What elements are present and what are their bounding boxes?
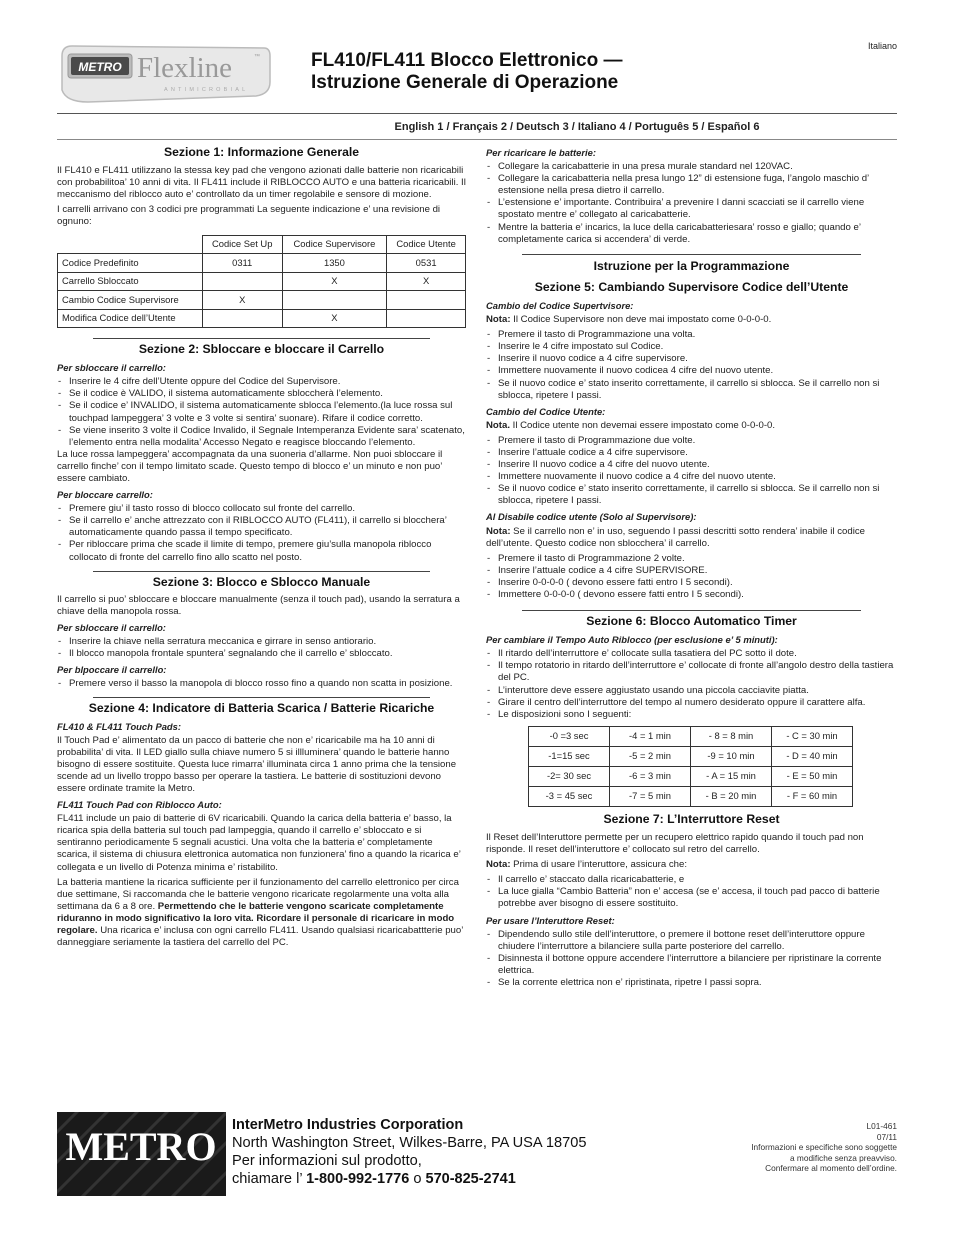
left-column [57,146,466,952]
product-info-text: Per informazioni sul prodotto, [232,1153,422,1169]
logo-tm-text: ™ [254,54,260,60]
language-label: Italiano [867,41,897,51]
table-cell: -5 = 2 min [610,746,691,766]
company-address: North Washington Street, Wilkes-Barre, PA USA 18705 [232,1135,587,1151]
list-item: - Inserire l’attuale codice a 4 cifre SUPERVISORE. [486,565,897,577]
table-cell: Codice Predefinito [58,254,203,273]
table-row [58,309,466,328]
table-cell: X [387,272,466,291]
section-5-note [486,526,897,550]
section-2-sub: Per bloccare carrello: [57,489,153,501]
section-5-sub: Cambio del Codice Utente: [486,405,606,417]
reset-precheck-list [486,874,897,910]
list-item: - Premere verso il basso la manopola di blocco rosso fino a quando non scatta in posizione. [57,678,466,690]
table-header: Codice Set Up [202,235,282,254]
list-item: - L’estensione e’ importante. Contribuira’ a prevenire I danni scacciati se il carrello viene spostato mentre e’ collegato al caricabatterie. [486,197,897,221]
table-row [58,235,466,254]
bold-warning: Permettendo che le batterie vengono scaricate completamente riduranno in modo significativo la loro vita. Ricordare il personale di ricaricare in modo regolare. [57,900,455,936]
divider [93,697,430,698]
table-cell: - E = 50 min [772,766,853,786]
divider [93,338,430,339]
page-title [311,50,622,94]
section-7-heading: Sezione 7: L’Interruttore Reset [603,811,780,826]
list-item: - Inserire il nuovo codice a 4 cifre supervisore. [486,353,897,365]
footer-logo-text: METRO [65,1124,217,1169]
list-item: - Se viene inserito 3 volte il Codice Invalido, il Segnale Intemperanza Evidente sara’ scatenato, l’elemento entra nella modalita’ Accesso Negato e reagisce bloccando l’elemento. [57,425,466,449]
note-label: Nota: [486,525,511,537]
table-cell [202,309,282,328]
section-1-heading: Sezione 1: Informazione Generale [163,145,360,159]
table-cell: X [282,309,387,328]
languages-line: English 1 / Français 2 / Deutsch 3 / Italiano 4 / Português 5 / Español 6 [394,121,760,133]
table-cell: -3 = 45 sec [529,786,610,806]
title-line-2: Istruzione Generale di Operazione [311,72,619,93]
section-1-paragraph: Il FL410 e FL411 utilizzano la stessa key pad che vengono azionati dalle batterie non ricaricabili con probabilitoa’ 10 anni di vita. Il FL411 include il RIBLOCCO AUTO e una batteria ricaricabili. Il meccanismo del riblocco auto e’ controllato da un timer regolabile e sensore di mozione. [57,165,466,201]
table-cell: - C = 30 min [772,726,853,746]
table-cell [387,309,466,328]
section-5-note [486,420,897,432]
list-item: - Inserire Il nuovo codice a 4 cifre del nuovo utente. [486,459,897,471]
disclaimer-line: Confermare al momento dell’ordine. [765,1163,897,1173]
section-7-sub: Per usare l’Interuttore Reset: [486,914,615,926]
note-text: Il Codice utente non devemai essere impostato come 0-0-0-0. [509,419,776,431]
table-cell: -7 = 5 min [610,786,691,806]
list-item: - Per ribloccare prima che scade il limite di tempo, premere giu’sulla manopola riblocco collocato di fronte del carrello fino allo scatto nel posto. [57,539,466,563]
logo-product-text: Flexline [137,52,233,84]
disable-code-steps [486,553,897,601]
programming-heading: Istruzione per la Programmazione [593,258,790,273]
table-cell: - A = 15 min [691,766,772,786]
section-2-sub: Per sbloccare il carrello: [57,362,166,374]
table-cell: -4 = 1 min [610,726,691,746]
list-item: - La luce gialla “Cambio Batteria” non e’ accesa (se e’ accesa, il touch pad pacco di batterie potrebbe aver bisogno di essere sostituito. [486,886,897,910]
list-item: - Se il codice è VALIDO, il sistema automaticamente sbloccherà l’elemento. [57,388,466,400]
company-info [232,1116,586,1188]
section-6-heading: Sezione 6: Blocco Automatico Timer [586,614,797,629]
table-cell: -6 = 3 min [610,766,691,786]
list-item: - Immettere nuovamente il nuovo codice a 4 cifre del nuovo utente. [486,471,897,483]
list-item: - Collegare la caricabatterie in una presa murale standard nel 120VAC. [486,161,897,173]
table-cell: - F = 60 min [772,786,853,806]
document-reference [751,1121,897,1174]
table-cell [282,291,387,310]
reset-steps-list [486,929,897,989]
section-6-sub: Per cambiare il Tempo Auto Riblocco (per esclusione e’ 5 minuti): [486,634,778,646]
section-3-sub: Per sbloccare il carrello: [57,621,166,633]
table-cell: Cambio Codice Supervisore [58,291,203,310]
section-5-sub: Al Disabile codice utente (Solo al Supervisore): [486,511,697,523]
list-item: - Inserire le 4 cifre dell’Utente oppure del Codice del Supervisore. [57,376,466,388]
list-item: - Premere il tasto di Programmazione due volte. [486,435,897,447]
table-cell: - B = 20 min [691,786,772,806]
list-item: - Se il carrello e’ anche attrezzato con il RIBLOCCO AUTO (FL411), il carrello si blocchera’ automaticamente quando passa il tempo specificato. [57,515,466,539]
section-3-sub: Per blpoccare il carrello: [57,664,167,676]
list-item: - Se il nuovo codice e’ stato inserito correttamente, il carrello si sblocca. Se il carrello non si sblocca, ripetere I passi. [486,378,897,402]
list-item: - Il tempo rotatorio in ritardo dell’interruttore e’ collocate di fronte all’angolo destro della tastiera del PC. [486,660,897,684]
table-row [58,291,466,310]
table-cell: 0531 [387,254,466,273]
section-7-paragraph: Il Reset dell’Interuttore permette per un recupero elettrico rapido quando il touch pad non risponde. Il reset dell’interuttore e’ collocato sul retro del carrello. [486,831,864,856]
divider [57,113,897,114]
phone-line [232,1170,586,1188]
disclaimer-line: Informazioni e specifiche sono soggette [751,1142,897,1152]
or-text: o [409,1171,426,1187]
table-header: Codice Supervisore [282,235,387,254]
divider [522,610,861,611]
table-header: Codice Utente [387,235,466,254]
section-2-heading: Sezione 2: Sbloccare e bloccare il Carrello [138,342,385,357]
section-4-paragraph: FL411 include un paio di batterie di 6V ricaricabili. Quando la carica della batteria e’ basso, la ricarica spia della batteria sul touch pad lampeggia, quando il carrello e’ sbloccato e si sentiranno periodicamente 5 segnali acustici. Una volta che la batteria e’ completamente scarica, il sistema di chiusura elettronica automatica non funzionera’ fino a quando la ricarica e’ collegata e un livello di Potenza minima e’ ristabilito. [57,813,461,873]
note-label: Nota: [486,314,511,326]
list-item: - Il carrello e’ staccato dalla ricaricabatterie, e [486,874,897,886]
table-cell: 0311 [202,254,282,273]
section-3-paragraph: Il carrello si puo’ sbloccare e bloccare manualmente (senza il touch pad), usando la serratura a chiave della manopola rossa. [57,593,460,617]
user-code-steps [486,435,897,508]
table-row [529,746,853,766]
timer-steps [486,648,897,721]
section-4-paragraph: Il Touch Pad e’ alimentato da un pacco di batterie che non e’ ricaricabile ma ha 10 anni di probabilita’ di vita. Il LED giallo sulla chiave numero 5 si illluminera’ quando le batterie hanno bisogno di essere sostituite. Questa luce rimarra’ illuminata circa 1 anno prima che la tensione scende ad un livello troppo basso per operare la tastiera. Le batterie di sostituzioni devono essere ordinate tramite la Metro. [57,734,457,794]
table-cell: -1=15 sec [529,746,610,766]
text-run: La batteria mantiene la ricarica sufficiente per il funzionamento del carrello elettronico per circa due settimane, Si raccomanda che le batterie vengono ricaricate regolarmente una volta alla settimana da 6 a 8 ore. [57,876,459,912]
list-item: - Immettere 0-0-0-0 ( devono essere fatti entro I 5 secondi). [486,589,897,601]
section-3-heading: Sezione 3: Blocco e Sblocco Manuale [152,574,371,589]
list-item: - Inserire 0-0-0-0 ( devono essere fatti entro I 5 secondi). [486,577,897,589]
note-label: Nota: [486,859,511,871]
table-row [529,766,853,786]
section-4-heading: Sezione 4: Indicatore di Batteria Scarica / Batterie Ricariche [88,701,435,716]
section-1-paragraph: I carrelli arrivano con 3 codici pre programmati La seguente indicazione e’ una revisione di ognuno: [57,204,441,228]
recharge-sub: Per ricaricare le batterie: [486,147,596,158]
list-item: - L’interuttore deve essere aggiustato usando una piccola cacciavite piatta. [486,685,897,697]
table-cell: - 8 = 8 min [691,726,772,746]
table-cell: Carrello Sbloccato [58,272,203,291]
section-2-paragraph: La luce rossa lampeggera’ accompagnata da una suoneria d’allarme. Non puoi sbloccare il carrello finche’ con il tempo limitato scade. Questo tempo di blocco e’ un minuto e non puo’ essere cambiato. [57,448,443,484]
note-text: Se il carrello non e’ in uso, seguendo I passi descritti sotto rendera’ inabile il codice dell’utente. Questo codice non sblocchera’ il carrello. [486,525,865,549]
phone-number: 570-825-2741 [425,1171,516,1187]
table-row [529,786,853,806]
table-cell: X [202,291,282,310]
list-item: - Se il nuovo codice e’ stato inserito correttamente, il carrello si sblocca. Se il carrello non si sblocca, ripetere I passi. [486,483,897,507]
table-cell: - D = 40 min [772,746,853,766]
table-cell: X [282,272,387,291]
table-cell: -9 = 10 min [691,746,772,766]
list-item: - Inserire le 4 cifre impostato sul Codice. [486,341,897,353]
list-item: - Il ritardo dell’interruttore e’ collocate sulla tasatiera del PC sotto il dote. [486,648,897,660]
list-item: - Premere il tasto di Programmazione una volta. [486,329,897,341]
section-5-sub: Cambio del Codice Supertvisore: [486,299,634,311]
section-5-heading: Sezione 5: Cambiando Supervisore Codice dell’Utente [534,279,849,294]
list-item: - Mentre la batteria e’ incarics, la luce della caricabatteriesara’ rosso e giallo; quando e’ completamente carica si accendera’ di verde. [486,222,897,246]
table-row [58,254,466,273]
manual-unlock-list [57,636,466,660]
doc-code: L01-461 [866,1121,897,1131]
phone-number: 1-800-992-1776 [306,1171,410,1187]
lock-steps-list [57,503,466,563]
note-text: Prima di usare l’interuttore, assicura che: [510,859,688,871]
codes-table [57,235,466,329]
table-cell [58,235,203,254]
list-item: - Premere il tasto di Programmazione 2 volte. [486,553,897,565]
list-item: - Inserire la chiave nella serratura meccanica e girrare in senso antiorario. [57,636,466,648]
list-item: - Immettere nuovamente il nuovo codicea 4 cifre del nuovo utente. [486,365,897,377]
list-item: - Girare il centro dell’interruttore del tempo al numero desiderato oppure il carattere alfa. [486,697,897,709]
unlock-steps-list [57,376,466,449]
table-cell [387,291,466,310]
section-4-sub: FL411 Touch Pad con Riblocco Auto: [57,799,222,811]
disclaimer-line: a modifiche senza preavviso. [790,1152,897,1163]
list-item: - Dipendendo sullo stile dell’interuttore, o premere il bottone reset dell’interuttore oppure chiudere l’interruttore a bilanciere sulla parte posteriore del carrello. [486,929,897,953]
logo-tagline-text: ANTIMICROBIAL [164,87,249,93]
doc-date: 07/11 [876,1131,897,1142]
list-item: - Disinnesta il bottone oppure accendere l’interruttore a bilanciere per ripristinare la corrente elettrica. [486,953,897,977]
list-item: - Se il codice e’ INVALIDO, il sistema automaticamente sblocca l’elemento.(la luce rossa sul touchpad lampeggera’ 3 volte e 3 volte si sentira’ suonare). Rifare il codice corretto. [57,400,466,424]
table-cell: Modifica Codice dell’Utente [58,309,203,328]
table-cell [202,272,282,291]
section-4-paragraph [57,877,466,950]
right-column [486,146,897,989]
company-name: InterMetro Industries Corporation [232,1117,464,1133]
section-7-note [486,859,897,871]
supervisor-code-steps [486,329,897,402]
logo-brand-text: METRO [78,60,122,74]
divider [522,254,861,255]
list-item: - Inserire l’attuale codice a 4 cifre supervisore. [486,447,897,459]
table-cell: -2= 30 sec [529,766,610,786]
list-item: - Il blocco manopola frontale spuntera’ segnalando che il carrello e’ sbloccato. [57,648,466,660]
note-label: Nota. [486,419,510,431]
text-run: Una ricarica e’ inclusa con ogni carrello FL411. Usando qualsiasi ricaricabattterie puo’ danneggiare seriamente la tastiera del carrello del PC. [57,925,463,949]
table-row [529,726,853,746]
note-text: Il Codice Supervisore non deve mai impostato come 0-0-0-0. [510,314,772,326]
divider [93,571,430,572]
table-cell: -0 =3 sec [529,726,610,746]
manual-lock-list [57,678,466,690]
list-item: - Le disposizioni sono I seguenti: [486,709,897,721]
section-4-sub: FL410 & FL411 Touch Pads: [57,720,181,732]
table-row [58,272,466,291]
call-text: chiamare l’ [232,1171,307,1187]
section-5-note [486,314,897,326]
metro-flexline-logo [58,42,272,104]
title-line-1: FL410/FL411 Blocco Elettronico — [311,50,623,71]
recharge-list [486,161,897,246]
list-item: - Collegare la caricabatteria nella presa lungo 12” di estensione fuga, l’angolo maschio d’ estensione nella presa dietro il carrello. [486,173,897,197]
timer-settings-table [528,726,853,807]
list-item: - Premere giu’ il tasto rosso di blocco collocato sul fronte del carrello. [57,503,466,515]
divider [57,139,897,140]
table-cell: 1350 [282,254,387,273]
list-item: - Se la corrente elettrica non e’ ripristinata, ripetre I passi sopra. [486,977,897,989]
metro-footer-logo [57,1112,226,1196]
